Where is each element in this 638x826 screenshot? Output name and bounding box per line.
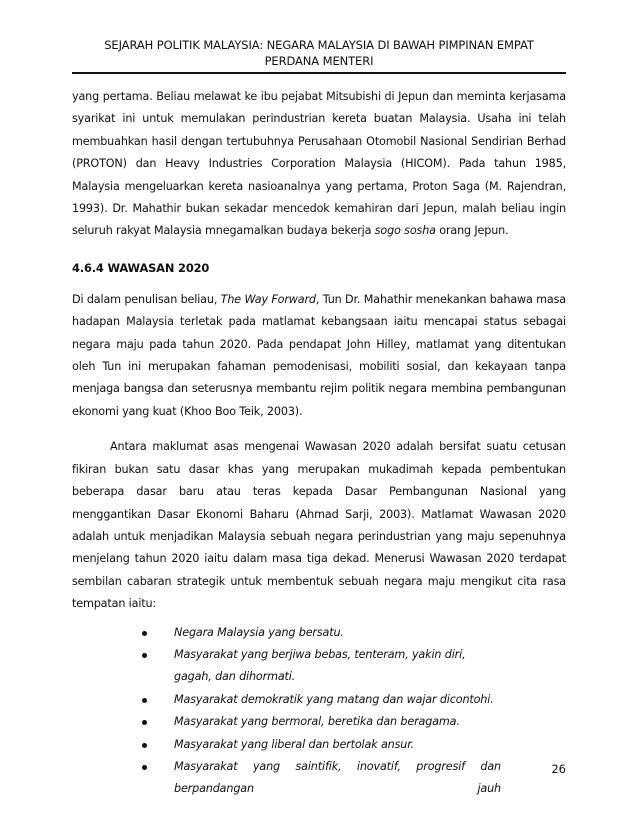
list-item-text: Masyarakat yang saintifik, inovatif, progresif dan berpandangan jauh bbox=[174, 759, 501, 796]
section-heading: 4.6.4 WAWASAN 2020 bbox=[72, 260, 210, 275]
list-item-text: Masyarakat demokratik yang matang dan wajar dicontohi. bbox=[174, 692, 494, 706]
italic-term: sogo sosha bbox=[374, 224, 436, 238]
bullet-icon bbox=[142, 743, 147, 748]
list-item-text: Masyarakat yang bermoral, beretika dan beragama. bbox=[174, 715, 460, 729]
list-item bbox=[72, 689, 501, 711]
list-item bbox=[72, 756, 501, 801]
bullet-icon bbox=[142, 631, 147, 636]
page-body bbox=[72, 86, 566, 801]
header-line-1: SEJARAH POLITIK MALAYSIA: NEGARA MALAYSIA DI BAWAH PIMPINAN EMPAT bbox=[104, 38, 534, 52]
paragraph-text: , Tun Dr. Mahathir menekankan bahawa masa hadapan Malaysia terletak pada matlamat kebangsaan iaitu mencapai status sebagai negara maju pada tahun 2020. Pada pendapat John Hilley, matlamat yang ditentukan oleh Tun ini merupakan fahaman pemodenisasi, mobiliti sosial, dan kekayaan tanpa menjaga bangsa dan seterusnya membantu rejim politik negara membina pembangunan ekonomi yang kuat (Khoo Boo Teik, 2003). bbox=[72, 292, 567, 418]
list-item-text: Negara Malaysia yang bersatu. bbox=[174, 625, 344, 639]
paragraph-text: Di dalam penulisan beliau, bbox=[72, 292, 221, 306]
running-header bbox=[72, 37, 566, 69]
bullet-icon bbox=[142, 720, 147, 725]
list-item bbox=[72, 734, 501, 756]
bullet-icon bbox=[142, 765, 147, 770]
bullet-icon bbox=[142, 653, 147, 658]
book-title: The Way Forward bbox=[220, 292, 316, 306]
paragraph-gap bbox=[72, 423, 566, 436]
list-item-text: Masyarakat yang liberal dan bertolak ansur. bbox=[174, 737, 415, 751]
page-number: 26 bbox=[551, 762, 566, 776]
bullet-icon bbox=[142, 698, 147, 703]
list-item bbox=[72, 711, 501, 733]
paragraph-way-forward bbox=[72, 289, 566, 423]
header-line-2: PERDANA MENTERI bbox=[264, 54, 374, 68]
paragraph-wawasan-info: Antara maklumat asas mengenai Wawasan 2020 adalah bersifat suatu cetusan fikiran bukan satu dasar khas yang merupakan mukadimah kepada pembentukan beberapa dasar baru atau teras kepada Dasar Pembangunan Nasional yang menggantikan Dasar Ekonomi Baharu (Ahmad Sarji, 2003). Matlamat Wawasan 2020 adalah untuk menjadikan Malaysia sebuah negara perindustrian yang maju sepenuhnya menjelang tahun 2020 iaitu dalam masa tiga dekad. Menerusi Wawasan 2020 terdapat sembilan cabaran strategik untuk membentuk sebuah negara maju mengikut cita rasa tempatan iaitu: bbox=[72, 440, 566, 611]
paragraph-proton bbox=[72, 86, 566, 243]
list-item bbox=[72, 644, 501, 689]
list-item bbox=[72, 622, 501, 644]
header-rule bbox=[72, 72, 566, 74]
list-item-text: Masyarakat yang berjiwa bebas, tenteram, yakin diri, gagah, dan dihormati. bbox=[174, 647, 466, 684]
paragraph-text: yang pertama. Beliau melawat ke ibu pejabat Mitsubishi di Jepun dan meminta kerjasama syarikat ini untuk memulakan perindustrian kereta buatan Malaysia. Usaha ini telah membuahkan hasil dengan tertubuhnya Perusahaan Otomobil Nasional Sendirian Berhad (PROTON) dan Heavy Industries Corporation Malaysia (HICOM). Pada tahun 1985, Malaysia mengeluarkan kereta nasioanalnya yang pertama, Proton Saga (M. Rajendran, 1993). Dr. Mahathir bukan sekadar mencedok kemahiran dari Jepun, malah beliau ingin seluruh rakyat Malaysia mnegamalkan budaya bekerja bbox=[72, 90, 566, 238]
paragraph-text: orang Jepun. bbox=[435, 224, 509, 238]
challenge-list bbox=[72, 622, 566, 801]
